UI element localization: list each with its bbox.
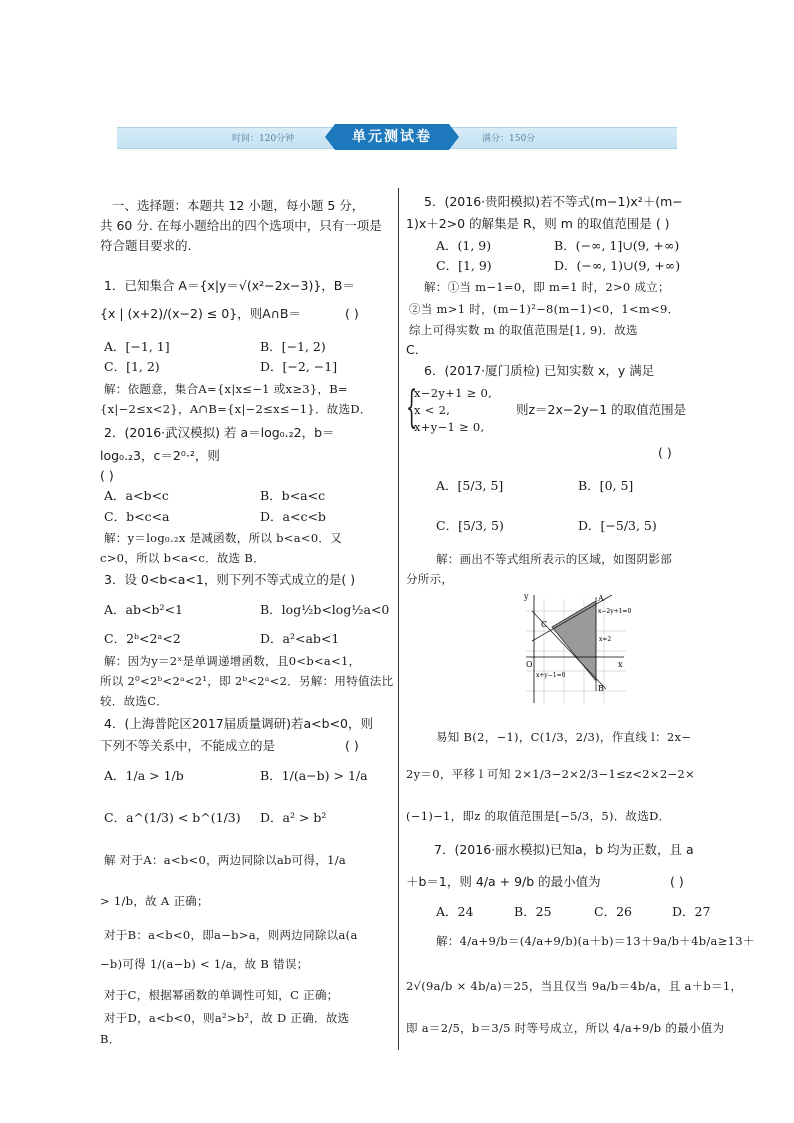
- solution-text: 2√(9a/b × 4b/a)＝25，当且仅当 9a/b＝4b/a，且 a＋b＝1，: [406, 979, 743, 993]
- constraint: x−2y+1 ≥ 0,: [414, 386, 493, 400]
- option: D．[−5/3, 5): [578, 518, 657, 533]
- solution-text: 解：画出不等式组所表示的区域，如图阴影部: [436, 552, 672, 566]
- question-3: 3．设 0<b<a<1，则下列不等式成立的是( ): [104, 572, 356, 587]
- question-7: 7．(2016·丽水模拟)已知a，b 均为正数，且 a: [434, 842, 694, 857]
- option: B．25: [514, 904, 552, 919]
- column-divider: [398, 188, 399, 1050]
- option: D．a² > b²: [260, 810, 327, 825]
- question-5-text: 1)x＋2>0 的解集是 R，则 m 的取值范围是 ( ): [406, 216, 670, 231]
- option: A．(1, 9): [436, 238, 492, 253]
- option: D．a<c<b: [260, 509, 326, 524]
- constraint: x+y−1 ≥ 0,: [414, 420, 485, 434]
- full-score: 满分：150分: [482, 134, 536, 144]
- solution-text: −b)可得 1/(a−b) < 1/a，故 B 错误；: [100, 957, 309, 971]
- option: A．a<b<c: [104, 488, 169, 503]
- y-axis-label: y: [524, 592, 529, 601]
- solution-text: 解：y＝log₀.₂x 是减函数，所以 b<a<0．又: [104, 531, 343, 545]
- line-label: x=2: [599, 636, 612, 643]
- line-label: x−2y+1=0: [598, 608, 632, 615]
- option: B．[0, 5]: [578, 478, 634, 493]
- question-7-text: ＋b＝1，则 4/a + 9/b 的最小值为: [406, 874, 601, 889]
- solution-text: 解 对于A：a<b<0，两边同除以ab可得，1/a: [104, 853, 347, 867]
- option: A．ab<b²<1: [104, 602, 183, 617]
- option: C．26: [594, 904, 632, 919]
- question-2-text: log₀.₂3，c＝2⁰·²，则: [100, 448, 220, 463]
- solution-text: 2y＝0，平移 l 可知 2×1/3−2×2/3−1≤z<2×2−2×: [406, 767, 695, 781]
- answer-blank: ( ): [345, 306, 359, 321]
- option: D．(−∞, 1)∪(9, +∞): [554, 258, 681, 273]
- feasible-region-graph: [514, 591, 632, 703]
- section-heading: 一、选择题：本题共 12 小题，每小题 5 分，: [112, 198, 365, 213]
- option: C．[1, 9): [436, 258, 492, 273]
- solution-text: 综上可得实数 m 的取值范围是[1, 9)．故选: [409, 323, 638, 337]
- section-text: 共 60 分. 在每小题给出的四个选项中，只有一项是: [100, 218, 382, 233]
- x-axis-label: x: [618, 660, 623, 669]
- option: A．1/a > 1/b: [104, 768, 184, 783]
- option: A．[5/3, 5]: [436, 478, 504, 493]
- option: A．[−1, 1]: [104, 339, 170, 354]
- option: B．[−1, 2): [260, 339, 326, 354]
- origin-label: O: [526, 660, 533, 669]
- question-5: 5．(2016·贵阳模拟)若不等式(m−1)x²＋(m−: [424, 194, 683, 209]
- option: A．24: [436, 904, 474, 919]
- question-4: 4．(上海普陀区2017届质量调研)若a<b<0，则: [104, 716, 374, 731]
- solution-text: ②当 m>1 时，(m−1)²−8(m−1)<0，1<m<9．: [409, 302, 680, 316]
- solution-text: 解：4/a+9/b＝(4/a+9/b)(a＋b)＝13＋9a/b＋4b/a≥13＋: [436, 934, 755, 948]
- question-1: 1．已知集合 A＝{x|y＝√(x²−2x−3)}，B＝: [104, 278, 355, 293]
- option: C．[5/3, 5): [436, 518, 504, 533]
- solution-text: (−1)−1，即z 的取值范围是[−5/3，5)．故选D．: [406, 809, 671, 823]
- solution-text: 所以 2⁰<2ᵇ<2ᵃ<2¹，即 2ᵇ<2ᵃ<2．另解：用特值法比: [100, 674, 394, 688]
- solution-text: 解：因为y＝2ˣ是单调递增函数，且0<b<a<1，: [104, 654, 361, 668]
- option: B．(−∞, 1]∪(9, +∞): [554, 238, 680, 253]
- point-a-label: A: [598, 594, 604, 603]
- answer-blank: ( ): [345, 738, 359, 753]
- option: C．a^(1/3) < b^(1/3): [104, 810, 241, 825]
- answer-blank: ( ): [100, 468, 114, 483]
- solution-text: 即 a＝2/5，b＝3/5 时等号成立，所以 4/a+9/b 的最小值为: [406, 1021, 725, 1035]
- option: D．a²<ab<1: [260, 631, 340, 646]
- solution-text: 解：依题意，集合A={x|x≤−1 或x≥3}，B=: [104, 382, 348, 396]
- option: D．27: [672, 904, 711, 919]
- solution-text: {x|−2≤x<2}，A∩B={x|−2≤x≤−1}．故选D．: [100, 402, 372, 416]
- answer-blank: ( ): [658, 445, 672, 460]
- constraint: x < 2,: [414, 403, 451, 417]
- solution-text: B．: [100, 1032, 121, 1046]
- question-6: 6．(2017·厦门质检) 已知实数 x，y 满足: [424, 363, 655, 378]
- solution-text: > 1/b，故 A 正确；: [100, 894, 209, 908]
- solution-text: 较．故选C．: [100, 694, 169, 708]
- solution-text: 对于D，a<b<0，则a²>b²，故 D 正确．故选: [104, 1011, 350, 1025]
- line-label: x+y−1=0: [536, 672, 566, 679]
- option: B．b<a<c: [260, 488, 326, 503]
- time-limit: 时间：120分钟: [232, 134, 295, 144]
- solution-text: 易知 B(2，−1)，C(1/3，2/3)，作直线 l：2x−: [436, 730, 692, 744]
- solution-text: C．: [406, 342, 428, 357]
- shaded-region: [552, 601, 596, 681]
- point-b-label: B: [598, 684, 604, 693]
- answer-blank: ( ): [670, 874, 684, 889]
- page-title: 单元测试卷: [335, 124, 449, 150]
- solution-text: 对于C，根据幂函数的单调性可知，C 正确；: [104, 988, 339, 1002]
- option: C．[1, 2): [104, 359, 160, 374]
- point-c-label: C: [541, 620, 548, 629]
- option: C．2ᵇ<2ᵃ<2: [104, 631, 181, 646]
- question-2: 2．(2016·武汉模拟) 若 a＝log₀.₂2，b＝: [104, 425, 335, 440]
- solution-text: 解：①当 m−1=0，即 m=1 时，2>0 成立；: [424, 280, 670, 294]
- option: B．1/(a−b) > 1/a: [260, 768, 368, 783]
- solution-text: 分所示，: [406, 572, 454, 586]
- solution-text: 对于B：a<b<0，即a−b>a，则两边同除以a(a: [104, 928, 358, 942]
- option: B．log½b<log½a<0: [260, 602, 390, 617]
- solution-text: c>0，所以 b<a<c．故选 B．: [100, 551, 265, 565]
- option: C．b<c<a: [104, 509, 170, 524]
- header-banner: [117, 127, 677, 149]
- option: D．[−2, −1]: [260, 359, 338, 374]
- section-text: 符合题目要求的.: [100, 238, 192, 253]
- question-6-text: 则z＝2x−2y−1 的取值范围是: [516, 402, 687, 417]
- question-4-text: 下列不等关系中，不能成立的是: [100, 738, 276, 753]
- question-1-text: {x | (x+2)/(x−2) ≤ 0}，则A∩B＝: [100, 306, 301, 321]
